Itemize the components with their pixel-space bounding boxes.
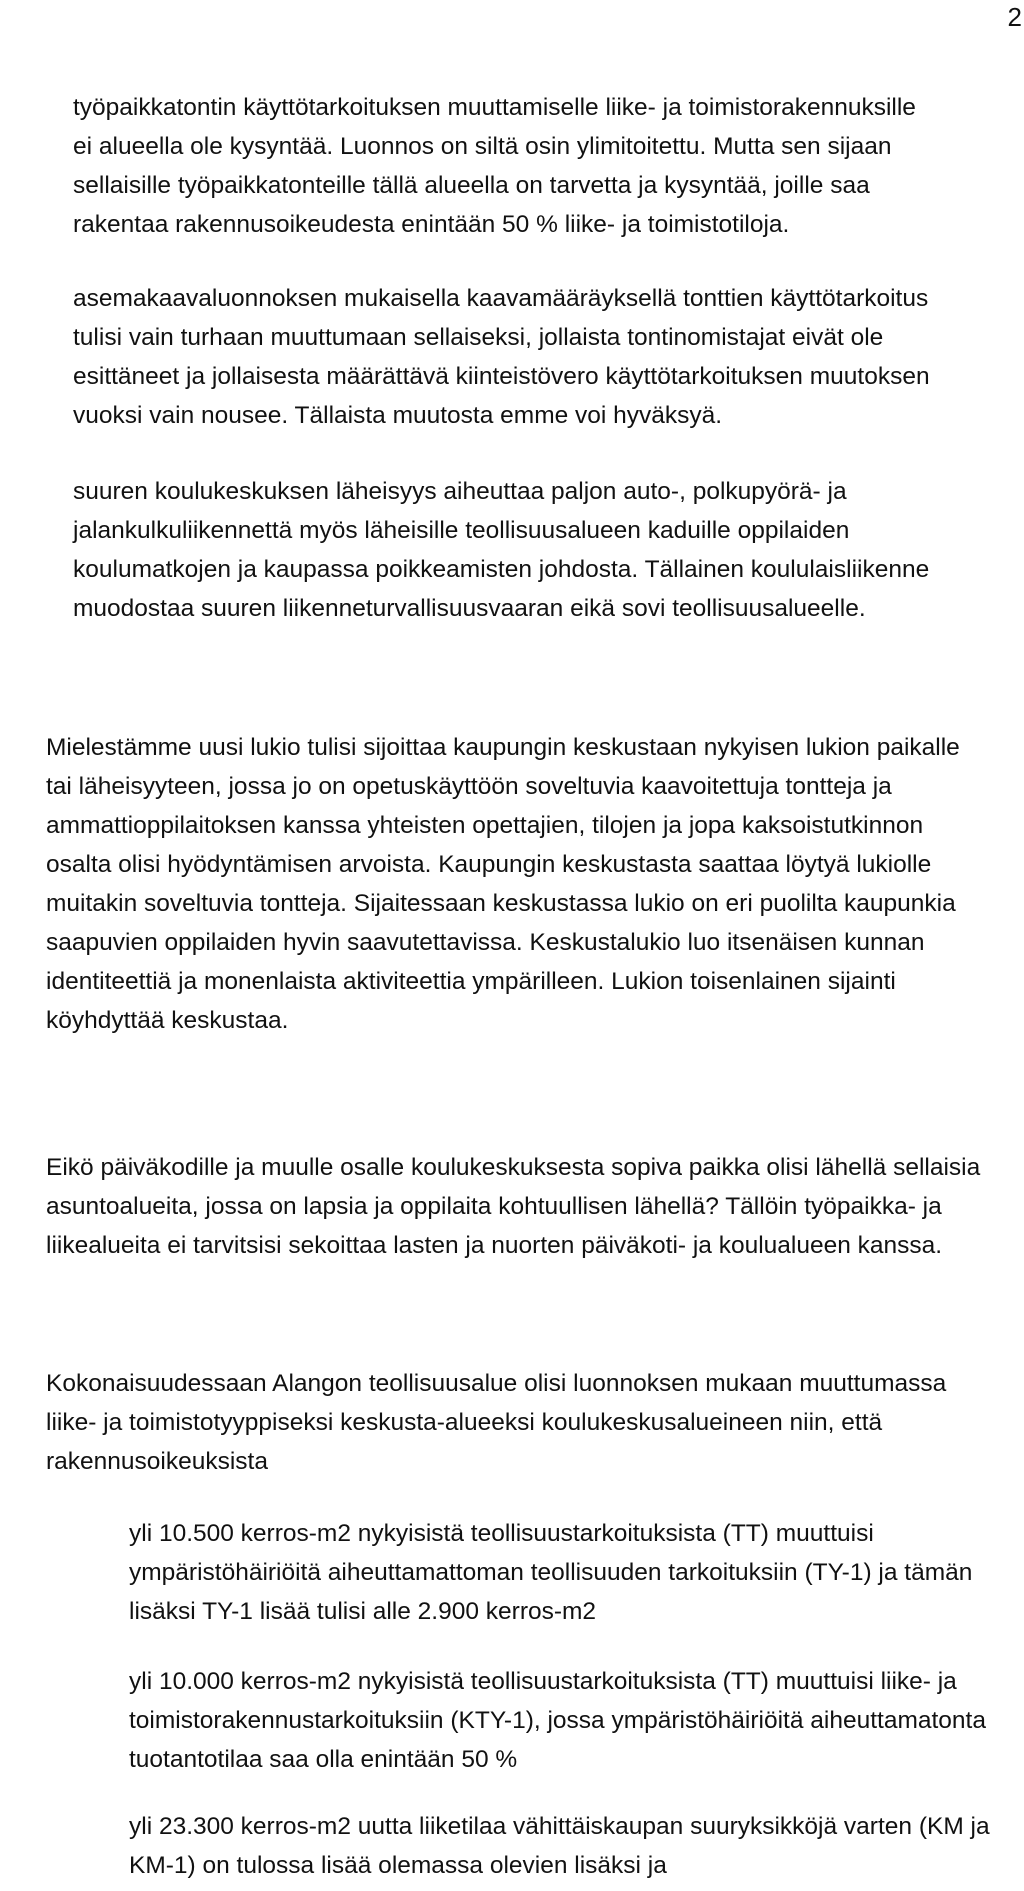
- text-line: suuren koulukeskuksen läheisyys aiheuttaa paljon auto-, polkupyörä- ja: [73, 478, 847, 505]
- list-item: [129, 1514, 972, 1631]
- text-line: saapuvien oppilaiden hyvin saavutettavissa. Keskustalukio luo itsenäisen kunnan: [46, 929, 925, 956]
- text-line: jalankulkuliikennettä myös läheisille teollisuusalueen kaduille oppilaiden: [73, 517, 850, 544]
- text-line: esittäneet ja jollaisesta määrättävä kiinteistövero käyttötarkoituksen muutoksen: [73, 363, 930, 390]
- text-line: yli 23.300 kerros-m2 uutta liiketilaa vähittäiskaupan suuryksikköjä varten (KM ja: [129, 1813, 990, 1840]
- paragraph-overall-summary: [46, 1364, 946, 1481]
- text-line: ympäristöhäiriöitä aiheuttamattoman teollisuuden tarkoituksiin (TY-1) ja tämän: [129, 1559, 973, 1586]
- text-line: osalta olisi hyödyntämisen arvoista. Kaupungin keskustasta saattaa löytyä lukiolle: [46, 851, 932, 878]
- paragraph-daycare-location: [46, 1148, 980, 1265]
- text-line: Mielestämme uusi lukio tulisi sijoittaa kaupungin keskustaan nykyisen lukion paikalle: [46, 734, 960, 761]
- text-line: tai läheisyyteen, jossa jo on opetuskäyttöön soveltuvia kaavoitettuja tontteja ja: [46, 773, 892, 800]
- text-line: työpaikkatontin käyttötarkoituksen muuttamiselle liike- ja toimistorakennuksille: [73, 94, 916, 121]
- text-line: rakennusoikeuksista: [46, 1448, 268, 1475]
- point-school-traffic: [73, 472, 929, 628]
- text-line: toimistorakennustarkoituksiin (KTY-1), jossa ympäristöhäiriöitä aiheuttamatonta: [129, 1707, 986, 1734]
- text-line: vuoksi vain nousee. Tällaista muutosta emme voi hyväksyä.: [73, 402, 723, 429]
- text-line: tuotantotilaa saa olla enintään 50 %: [129, 1746, 518, 1773]
- list-item: [129, 1807, 990, 1885]
- text-line: tulisi vain turhaan muuttumaan sellaiseksi, jollaista tontinomistajat eivät ole: [73, 324, 884, 351]
- text-line: muodostaa suuren liikenneturvallisuusvaaran eikä sovi teollisuusalueelle.: [73, 595, 866, 622]
- page-number: 2: [1007, 2, 1022, 32]
- text-line: köyhdyttää keskustaa.: [46, 1007, 289, 1034]
- text-line: KM-1) on tulossa lisää olemassa olevien lisäksi ja: [129, 1852, 667, 1879]
- text-line: Kokonaisuudessaan Alangon teollisuusalue olisi luonnoksen mukaan muuttumassa: [46, 1370, 947, 1397]
- text-line: yli 10.000 kerros-m2 nykyisistä teollisuustarkoituksista (TT) muuttuisi liike- ja: [129, 1668, 957, 1695]
- text-line: identiteettiä ja monenlaista aktiviteettia ympärilleen. Lukion toisenlainen sijainti: [46, 968, 896, 995]
- text-line: liikealueita ei tarvitsisi sekoittaa lasten ja nuorten päiväkoti- ja koulualueen kanssa.: [46, 1232, 943, 1259]
- text-line: yli 10.500 kerros-m2 nykyisistä teollisuustarkoituksista (TT) muuttuisi: [129, 1520, 874, 1547]
- text-line: muitakin soveltuvia tontteja. Sijaitessaan keskustassa lukio on eri puolilta kaupunkia: [46, 890, 956, 917]
- point-workplace-plots: [73, 88, 916, 244]
- text-line: asuntoalueita, jossa on lapsia ja oppilaita kohtuullisen lähellä? Tällöin työpaikka- ja: [46, 1193, 942, 1220]
- list-item: [129, 1662, 986, 1779]
- text-line: Eikö päiväkodille ja muulle osalle koulukeskuksesta sopiva paikka olisi lähellä sellaisia: [46, 1154, 981, 1181]
- text-line: liike- ja toimistotyyppiseksi keskusta-alueeksi koulukeskusalueineen niin, että: [46, 1409, 883, 1436]
- paragraph-upper-school-location: [46, 728, 960, 1040]
- text-line: ammattioppilaitoksen kanssa yhteisten opettajien, tilojen ja jopa kaksoistutkinnon: [46, 812, 924, 839]
- text-line: koulumatkojen ja kaupassa poikkeamisten johdosta. Tällainen koululaisliikenne: [73, 556, 930, 583]
- text-line: rakentaa rakennusoikeudesta enintään 50 % liike- ja toimistotiloja.: [73, 211, 790, 238]
- text-line: ei alueella ole kysyntää. Luonnos on siltä osin ylimitoitettu. Mutta sen sijaan: [73, 133, 892, 160]
- text-line: sellaisille työpaikkatonteille tällä alueella on tarvetta ja kysyntää, joille saa: [73, 172, 870, 199]
- text-line: lisäksi TY-1 lisää tulisi alle 2.900 kerros-m2: [129, 1598, 597, 1625]
- text-line: asemakaavaluonnoksen mukaisella kaavamääräyksellä tonttien käyttötarkoitus: [73, 285, 929, 312]
- point-plan-regulation: [73, 279, 930, 435]
